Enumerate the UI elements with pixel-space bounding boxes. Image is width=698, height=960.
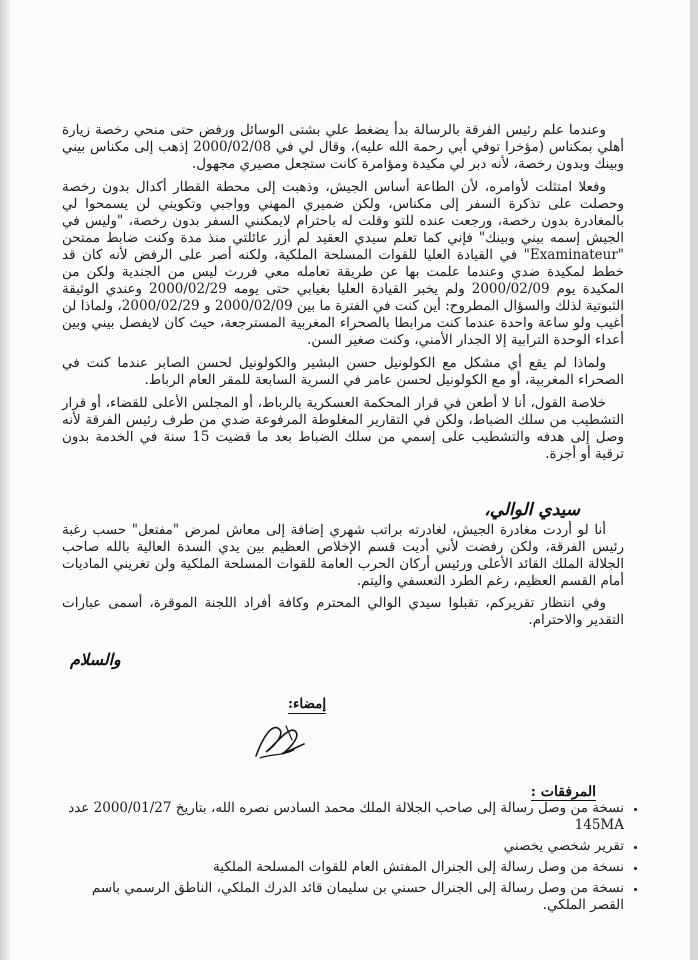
body-paragraph-1: وعندما علم رئيس الفرقة بالرسالة بدأ يضغط علي بشتى الوسائل ورفض حتى منحي رخصة زيارة أهلي بمكناس (مؤخرا توفي أبي رحمة الله عليه)، وقال لي في 2000/02/08 إذهب إلى مكناس بيني وبينك وبدون رخصة، لأنه دبر لي مكيدة ومؤامرة كانت ستجعل مصيري مجهول.: [62, 122, 624, 172]
closing-section: [62, 522, 624, 634]
letter-body: [62, 122, 624, 469]
attachment-item: • نسخة من وصل رسالة إلى الجنرال حسني بن سليمان قائد الدرك الملكي، الناطق الرسمي باسم القصر الملكي.: [62, 880, 624, 914]
handwritten-signature: [246, 714, 310, 766]
attachments-list: [62, 800, 640, 918]
body-paragraph-4: خلاصة القول، أنا لا أطعن في قرار المحكمة العسكرية بالرباط، أو المجلس الأعلى للقضاء، أو قرار التشطيب من سلك الضباط، ولكن في التقارير المغلوطة المرفوعة ضدي من طرف رئيس الفرقة لأنه وصل إلى هدفه والتشطيب على إسمي من سلك الضباط بعد ما قضيت 15 سنة في الخدمة بدون ترقية أو أجرة.: [62, 395, 624, 462]
signature-label: إمضاء:: [288, 696, 327, 712]
greeting-heading: سيدي الوالي،: [484, 500, 580, 520]
attachment-item: • نسخة من وصل رسالة إلى صاحب الجلالة الملك محمد السادس نصره الله، بتاريخ 2000/01/27 عدد 145MA: [62, 800, 624, 834]
scan-edge-shadow: [0, 0, 10, 960]
body-paragraph-3: ولماذا لم يقع أي مشكل مع الكولونيل حسن البشير والكولونيل لحسن الصابر عندما كنت في الصحراء المغربية، أو مع الكولونيل لحسن عامر في السرية السابعة للمقر العام الرباط.: [62, 355, 624, 388]
body-paragraph-2: وفعلا امتثلت لأوامره، لأن الطاعة أساس الجيش، وذهبت إلى محطة القطار أكدال بدون رخصة وحصلت على تذكرة السفر إلى مكناس، ولكن ضميري المهني وواجبي وتكويني لن يسمحوا لي بالمغادرة بدون رخصة، ورجعت عنده للتو وقلت له باحترام لايمكنني السفر بدون رخصة، "وليس في الجيش إسمه بيني وبينك" فإني كما تعلم سيدي العقيد لم أزر عائلتي منذ مدة وكنت ضابط ممتحن "Examinateur" في القيادة العليا للقوات المسلحة الملكية، ولكنه أصر على الرفض لأنه كان قد خطط لمكيدة ضدي وعندما علمت بها عن طريقة تعامله معي فررت ليس من الجندية ولكن من المكيدة يوم 2000/02/09 ولم يخبر القيادة العليا بغيابي حتى يومه 2000/02/29 وعندي الوثيقة الثبوتية لذلك والسؤال المطروح: أين كنت في الفترة ما بين 2000/02/09 و 2000/02/29، ولماذا لن أغيب ولو ساعة واحدة عندما كنت مرابطا بالصحراء المغربية المسترجعة، حيث كان لايفصل بيني وبين أعداء الوحدة الترابية إلا الجدار الأمني، وكنت صغير السن.: [62, 179, 624, 348]
attachment-item: • تقرير شخصي يخصني: [62, 838, 624, 855]
attachments-title: المرفقات :: [530, 784, 596, 800]
closing-paragraph-2: وفي انتظار تقريركم، تقبلوا سيدي الوالي المحترم وكافة أفراد اللجنة الموقرة، أسمى عبارات التقدير والاحترام.: [62, 595, 624, 628]
attachment-item: • نسخة من وصل رسالة إلى الجنرال المفتش العام للقوات المسلحة الملكية: [62, 859, 624, 876]
salutation: والسلام: [70, 650, 121, 669]
closing-paragraph-1: أنا لو أردت مغادرة الجيش، لغادرته براتب شهري إضافة إلى معاش لمرض "مفتعل" حسب رغبة رئيس الفرقة، ولكن رفضت لأني أديت قسم الإخلاص العظيم بين يدي السدة العالية بالله صاحب الجلالة الملك القائد الأعلى ورئيس أركان الحرب العامة للقوات المسلحة الملكية ولن تغريني الماديات أمام القسم العظيم، رغم الطرد التعسفي واليتم.: [62, 522, 624, 589]
